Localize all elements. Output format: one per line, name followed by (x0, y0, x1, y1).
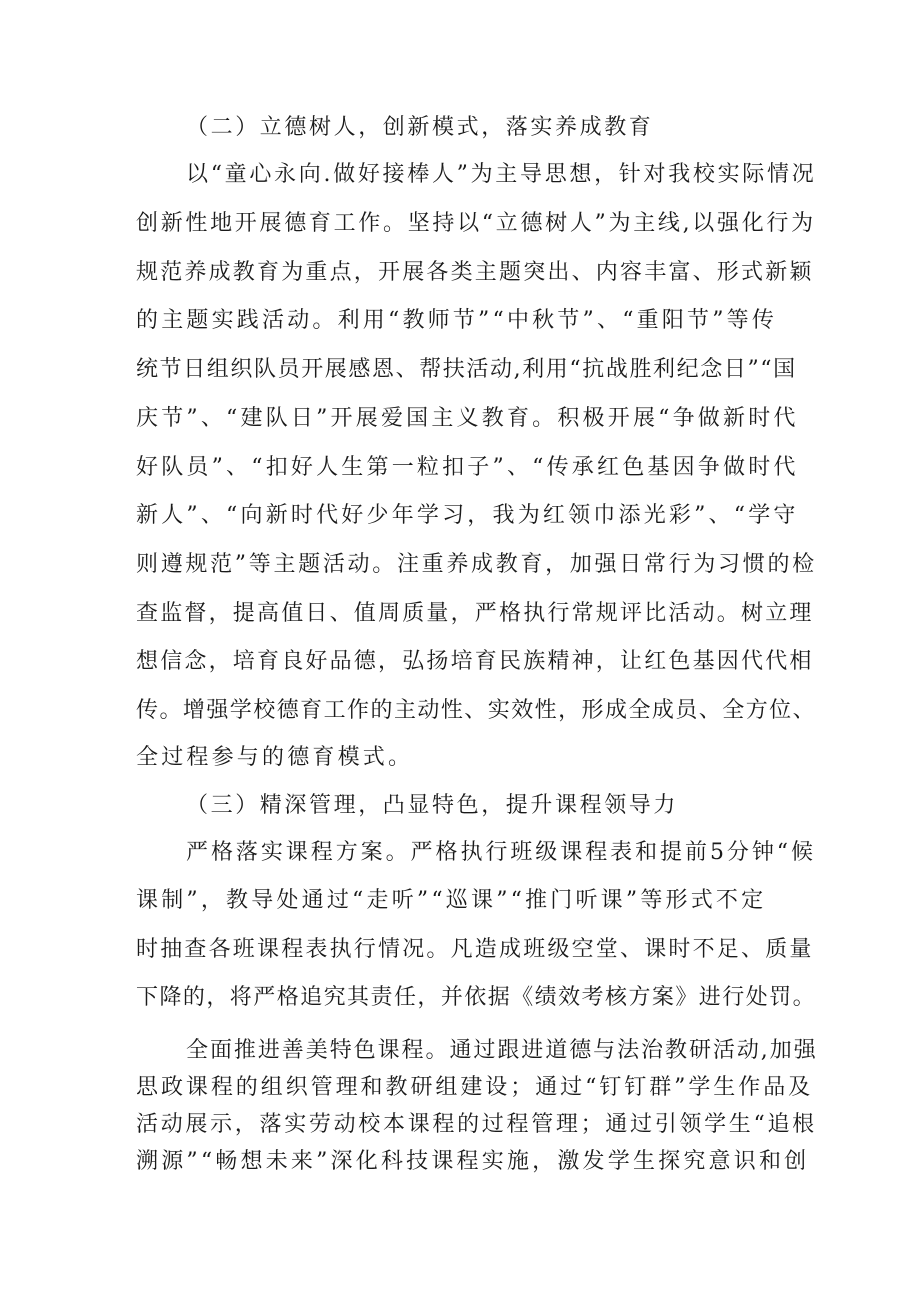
paragraph-line: 全面推进善美特色课程。通过跟进道德与法治教研活动,加强 (186, 1038, 818, 1063)
paragraph-line: 活动展示，落实劳动校本课程的过程管理；通过引领学生“追根 (136, 1112, 817, 1137)
paragraph-line: 严格落实课程方案。严格执行班级课程表和提前5分钟“候 (186, 840, 816, 865)
paragraph-line: 时抽查各班课程表执行情况。凡造成班级空堂、课时不足、质量 (136, 937, 814, 962)
paragraph-line: 溯源”“畅想未来”深化科技课程实施，激发学生探究意识和创 (136, 1149, 810, 1174)
paragraph-line: 规范养成教育为重点，开展各类主题突出、内容丰富、形式新颖 (136, 260, 814, 285)
paragraph-line: 统节日组织队员开展感恩、帮扶活动,利用“抗战胜利纪念日”“国 (136, 357, 797, 382)
paragraph-line: 下降的，将严格追究其责任，并依据《绩效考核方案》进行处罚。 (136, 985, 817, 1010)
paragraph-line: 想信念，培育良好品德，弘扬培育民族精神，让红色基因代代相 (136, 649, 814, 674)
paragraph-line: 的主题实践活动。利用“教师节”“中秋节”、“重阳节”等传 (136, 308, 778, 333)
section-heading-3: （三）精深管理，凸显特色，提升课程领导力 (186, 793, 679, 818)
paragraph-line: 庆节”、“建队日”开展爱国主义教育。积极开展“争做新时代 (136, 406, 799, 431)
paragraph-line: 以“童心永向.做好接棒人”为主导思想，针对我校实际情况 (186, 162, 817, 187)
paragraph-line: 则遵规范”等主题活动。注重养成教育，加强日常行为习惯的检 (136, 552, 817, 577)
paragraph-line: 思政课程的组织管理和教研组建设；通过“钉钉群”学生作品及 (136, 1075, 814, 1100)
paragraph-line: 课制”，教导处通过“走听”“巡课”“推门听课”等形式不定 (136, 888, 767, 913)
paragraph-line: 全过程参与的德育模式。 (136, 745, 414, 770)
section-heading-2: （二）立德树人，创新模式，落实养成教育 (186, 115, 654, 140)
paragraph-line: 传。增强学校德育工作的主动性、实效性，形成全成员、全方位、 (136, 698, 817, 723)
paragraph-line: 创新性地开展德育工作。坚持以“立德树人”为主线,以强化行为 (136, 211, 816, 236)
paragraph-line: 新人”、“向新时代好少年学习，我为红领巾添光彩”、“学守 (136, 503, 799, 528)
paragraph-line: 查监督，提高值日、值周质量，严格执行常规评比活动。树立理 (136, 601, 814, 626)
paragraph-line: 好队员”、“扣好人生第一粒扣子”、“传承红色基因争做时代 (136, 455, 799, 480)
